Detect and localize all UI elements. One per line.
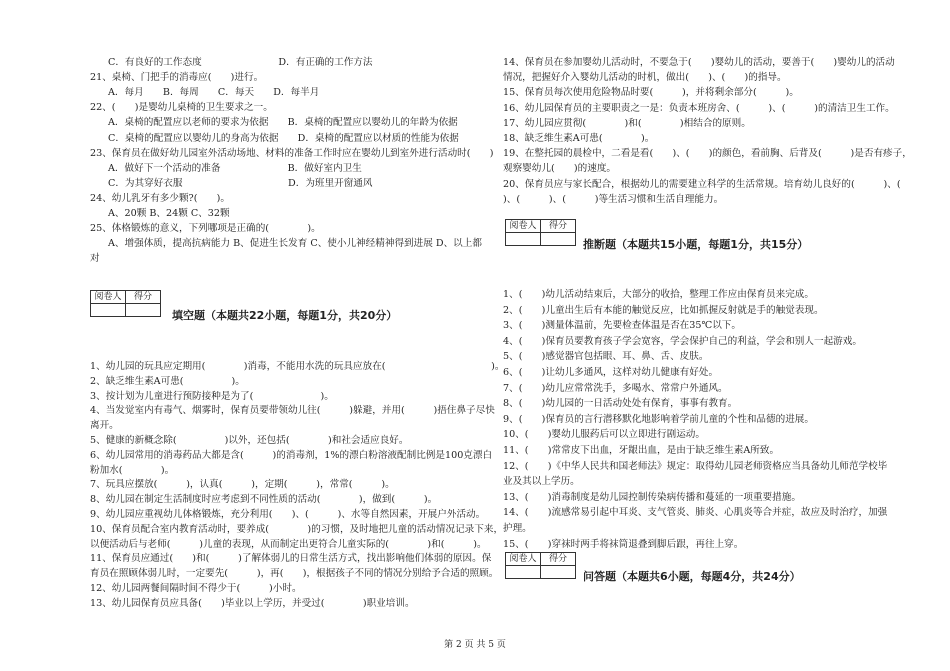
text-line: 24、幼儿乳牙有多少颗?( )。 — [90, 192, 230, 204]
text-line: 粉加水( )。 — [90, 464, 175, 476]
text-line: 9、幼儿园应重视幼儿体格锻炼，充分利用( )、( )、水等自然因素，开展户外活动。 — [90, 509, 486, 520]
section-title-fill: 填空题（本题共22小题，每题1分，共20分） — [172, 309, 398, 322]
text-line: 情况，把握好介入婴幼儿活动的时机，做出( )、( )的指导。 — [503, 72, 787, 84]
text-line: 12、( )《中华人民共和国老师法》规定：取得幼儿园老师资格应当具备幼儿师范学校毕 — [503, 460, 888, 472]
text-line: 25、体格锻炼的意义，下列哪项是正确的( )。 — [90, 223, 321, 235]
text-line: 以便活动后与老师( )儿童的表现，从而制定出更符合儿童实际的( )和( )。 — [90, 538, 487, 550]
text-line: A．桌椅的配置应以老师的要求为依据 B．桌椅的配置应以婴幼儿的年龄为依据 — [108, 117, 458, 129]
grader-cell — [91, 304, 126, 317]
text-line: 11、保育员应通过( )和( )了解体弱儿的日常生活方式，找出影响他们体弱的原因。保 — [90, 553, 492, 565]
text-line: A、增强体质，提高抗病能力 B、促进生长发育 C、使小儿神经精神得到进展 D、以上都 — [108, 238, 482, 250]
text-line: 4、当发觉室内有毒气、烟雾时，保育员要带领幼儿往( )躲避，并用( )捂住鼻子尽快 — [90, 405, 495, 417]
text-line: 育员在照顾体弱儿时，一定要先( )，再( )，根据孩子不同的情况分别给予合适的照顾。 — [90, 568, 499, 580]
text-line: 16、幼儿园保育员的主要职责之一是：负责本班房舍、( )、( )的清洁卫生工作。 — [503, 102, 895, 114]
grader-cell — [506, 566, 541, 579]
score-cell — [541, 233, 576, 246]
text-line: C．为其穿好衣服 D．为班里开窗通风 — [108, 177, 373, 189]
text-line: 5、( )感觉器官包括眼、耳、鼻、舌、皮肤。 — [503, 351, 709, 363]
text-line: 13、幼儿园保育员应具备( )毕业以上学历，并受过( )职业培训。 — [90, 597, 415, 609]
text-line: 14、( )流感常易引起中耳炎、支气管炎、肺炎、心肌炎等合并症，故应及时治疗，加强 — [503, 507, 888, 519]
text-line: 7、玩具应摆放( )，认真( )，定期( )，常常( )。 — [90, 479, 395, 491]
text-line: 1、( )幼儿活动结束后，大部分的收拾，整理工作应由保育员来完成。 — [503, 289, 814, 300]
text-line: 观察婴幼儿( )的速度。 — [503, 163, 617, 175]
text-line: 14、保育员在参加婴幼儿活动时，不要急于( )婴幼儿的活动，要善于( )婴幼儿的活动 — [503, 57, 895, 68]
text-line: 17、幼儿园应贯彻( )和( )相结合的原则。 — [503, 117, 751, 129]
score-label: 得分 — [126, 291, 161, 304]
text-line: )、( )、( )等生活习惯和生活自理能力。 — [503, 193, 724, 205]
score-table-judge — [505, 219, 576, 246]
score-label: 得分 — [541, 220, 576, 233]
text-line: 1、幼儿园的玩具应定期用( )消毒，不能用水洗的玩具应放在( )。 — [90, 361, 505, 372]
text-line: 21、桌椅、门把手的消毒应( )进行。 — [90, 72, 264, 84]
grader-label: 阅卷人 — [506, 553, 541, 566]
text-line: 12、幼儿园两餐间隔时间不得少于( )小时。 — [90, 583, 302, 594]
text-line: C．有良好的工作态度 D．有正确的工作方法 — [108, 57, 373, 68]
text-line: 10、保育员配合室内教育活动时，要养成( )的习惯，及时地把儿童的活动情况记录下来， — [90, 523, 504, 535]
text-line: 20、保育员应与家长配合，根据幼儿的需要建立科学的生活常规。培育幼儿良好的( )、( — [503, 178, 920, 190]
text-line: 19、在整托园的晨检中，二看是看( )、( )的颜色，看前胸、后背及( )是否有疹子， — [503, 148, 912, 160]
text-line: 6、幼儿园常用的消毒药品大都是含( )的消毒剂，1%的漂白粉溶液配制比例是100克漂白 — [90, 449, 493, 461]
text-line: 10、( )婴幼儿服药后可以立即进行剧运动。 — [503, 429, 705, 441]
text-line: A．做好下一个活动的准备 B．做好室内卫生 — [108, 162, 362, 174]
text-line: C．桌椅的配置应以婴幼儿的身高为依据 D．桌椅的配置应以材质的性能为依据 — [108, 132, 459, 144]
text-line: 11、( )常常皮下出血，牙龈出血，是由于缺乏维生素A所致。 — [503, 445, 780, 456]
section-title-judge: 推断题（本题共15小题，每题1分，共15分） — [583, 238, 809, 251]
score-cell — [126, 304, 161, 317]
text-line: 15、( )穿袜时两手将袜筒退叠到脚后跟，再往上穿。 — [503, 538, 744, 550]
score-cell — [541, 566, 576, 579]
grader-cell — [506, 233, 541, 246]
score-table-qa — [505, 552, 576, 579]
text-line: 18、缺乏维生素A可患( )。 — [503, 133, 655, 144]
text-line: 23、保育员在做好幼儿园室外活动场地、材料的准备工作时应在婴幼儿到室外进行活动时( ) — [90, 147, 494, 159]
text-line: 8、( )幼儿园的一日活动处处有保育，事事有教育。 — [503, 398, 738, 410]
text-line: 6、( )让幼儿多通风，这样对幼儿健康有好处。 — [503, 367, 719, 378]
text-line: A．每月 B．每周 C．每天 D．每半月 — [108, 87, 320, 99]
text-line: 5、健康的新概念除( )以外，还包括( )和社会适应良好。 — [90, 435, 409, 446]
grader-label: 阅卷人 — [506, 220, 541, 233]
page-number: 第 2 页 共 5 页 — [444, 640, 506, 650]
text-line: A、20颗 B、24颗 C、32颗 — [108, 208, 230, 219]
text-line: 2、缺乏维生素A可患( )。 — [90, 375, 245, 387]
text-line: 3、( )测量体温前，先要检查体温是否在35℃以下。 — [503, 320, 741, 332]
text-line: 15、保育员每次使用危险物品时要( )，并将剩余部分( )。 — [503, 87, 799, 99]
text-line: 业及其以上学历。 — [503, 476, 580, 488]
text-line: 4、( )保育员要教育孩子学会宽容，学会保护自己的利益，学会和别人一起游戏。 — [503, 335, 862, 347]
text-line: 13、( )消毒制度是幼儿园控制传染病传播和蔓延的一项重要措施。 — [503, 491, 801, 503]
score-table-fill — [90, 290, 161, 317]
text-line: 离开。 — [90, 420, 119, 432]
text-line: 22、( )是婴幼儿桌椅的卫生要求之一。 — [90, 102, 273, 114]
section-title-qa: 问答题（本题共6小题，每题4分，共24分） — [583, 570, 801, 583]
score-label: 得分 — [541, 553, 576, 566]
text-line: 2、( )儿童出生后有本能的触觉反应，比如抓握反射就是手的触觉表现。 — [503, 304, 824, 316]
text-line: 对 — [90, 253, 100, 265]
text-line: 7、( )幼儿应常常洗手，多喝水、常常户外通风。 — [503, 382, 728, 394]
text-line: 3、按计划为儿童进行预防接种是为了( )。 — [90, 390, 334, 402]
grader-label: 阅卷人 — [91, 291, 126, 304]
text-line: 护理。 — [503, 523, 532, 534]
text-line: 9、( )保育员的言行潜移默化地影响着学前儿童的个性和品德的进展。 — [503, 413, 814, 425]
text-line: 8、幼儿园在制定生活制度时应考虑到不同性质的活动( )，做到( )。 — [90, 494, 438, 506]
